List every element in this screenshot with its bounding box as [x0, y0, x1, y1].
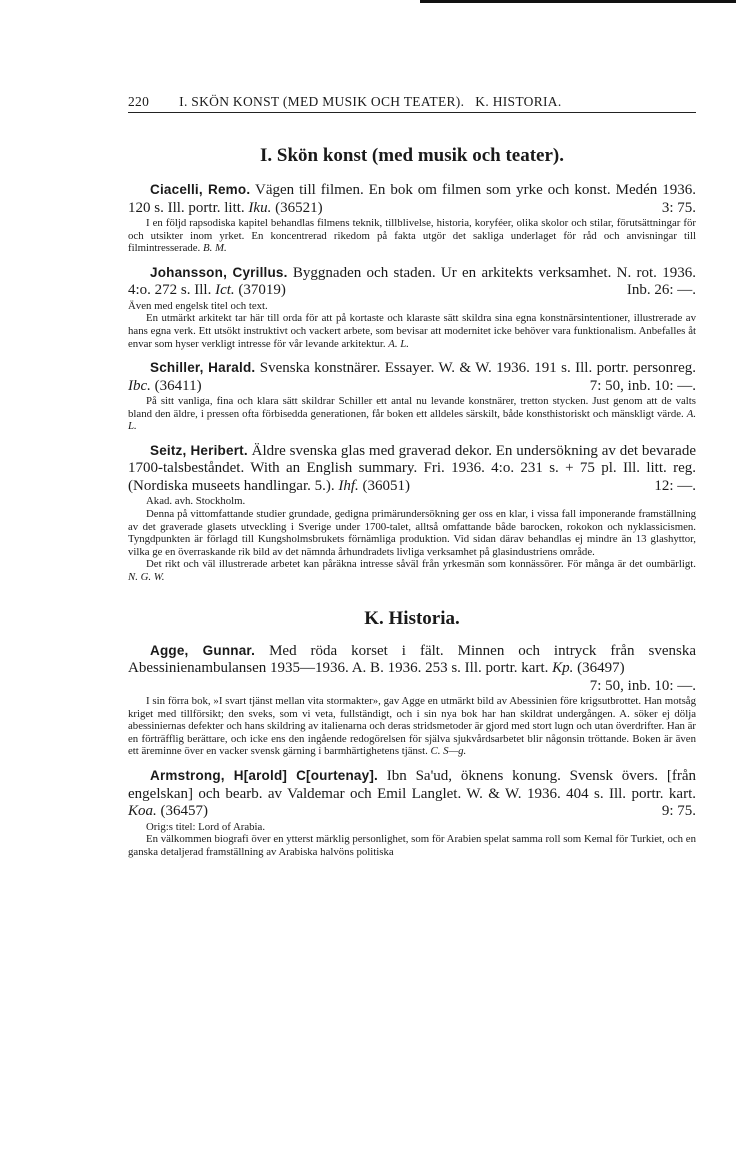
entry-review: Denna på vittomfattande studier grundade, gedigna primärundersökning ger oss en klar, i vissa fall imponerande framställning av det graverade glasets utveckling i Sverige under 1700-talet, alltså omfattande både barocken, rokokon och nyklassicismen. Tyngdpunkten är förlagd till Kungsholmsbrukets förnämliga produktion. Vid sidan därav behandlas ej mindre än 13 glashyttor, vilka ge en överraskande rik bild av det nämnda århundradets livliga verksamhet på glasindustriens område. [128, 508, 696, 558]
entry-author: Armstrong, H[arold] C[ourtenay]. [150, 768, 378, 784]
entry-number: (36521) [275, 199, 323, 216]
entry-agge [128, 642, 696, 758]
book-page [128, 94, 696, 867]
entry-price: 7: 50, inb. 10: —. [589, 677, 696, 694]
review-signature: N. G. W. [128, 571, 165, 583]
running-head-title: I. SKÖN KONST (MED MUSIK OCH TEATER). K. HISTORIA. [179, 94, 562, 109]
entry-author: Agge, Gunnar. [150, 642, 256, 658]
entry-number: (36497) [577, 660, 625, 677]
entry-code: Ihf. [338, 477, 359, 494]
entry-text: Ibn Sa'ud, öknens konung. Svensk övers. [från engelskan] och bearb. av Valdemar och Emil Langlet. W. & W. 1936. 404 s. Ill. portr. kart. [128, 768, 696, 802]
entry-price: 3: 75. [661, 199, 696, 216]
entry-bibliography [128, 767, 696, 821]
running-head [128, 94, 696, 113]
entry-price: 7: 50, inb. 10: —. [589, 377, 696, 394]
entry-review: Det rikt och väl illustrerade arbetet kan påräkna intresse såväl från yrkesmän som konnässörer. För många är det oumbärligt. N. G. W. [128, 558, 696, 583]
review-signature: C. S—g. [430, 745, 467, 758]
review-signature: A. L. [388, 337, 409, 350]
entry-author: Schiller, Harald. [150, 360, 256, 376]
entry-price: 12: —. [654, 477, 696, 494]
entry-number: (37019) [238, 282, 286, 299]
entry-author: Seitz, Heribert. [150, 442, 248, 458]
entry-schiller [128, 359, 696, 433]
entry-author: Johansson, Cyrillus. [150, 264, 288, 280]
review-signature: B. M. [202, 242, 227, 255]
entry-price: 9: 75. [661, 803, 696, 820]
entry-code: Iku. [248, 199, 272, 216]
entry-code: Ibc. [128, 377, 151, 394]
entry-number: (36411) [154, 377, 202, 394]
entry-text: Svenska konstnärer. Essayer. W. & W. 1936. 191 s. Ill. portr. personreg. [259, 360, 696, 377]
entry-review: På sitt vanliga, fina och klara sätt skildrar Schiller ett antal nu levande konstnärer, tretton stycken. Just genom att de valts bland den äldre, i pressen ofta förbisedda generationen, får boken ett alldeles särskilt, både konsthistoriskt och mänskligt värde. A. L. [128, 395, 697, 433]
entry-seitz [128, 442, 696, 584]
entry-text: Vägen till filmen. En bok om filmen som yrke och konst. Medén 1936. 120 s. Ill. portr. litt. [128, 182, 696, 216]
entry-code: Koa. [128, 803, 157, 820]
section-title-i: I. Skön konst (med musik och teater). [259, 145, 565, 166]
entry-code: Kp. [552, 660, 574, 677]
entry-bibliography [128, 442, 696, 496]
entry-pre-note: Akad. avh. Stockholm. [146, 495, 246, 508]
entry-code: Ict. [215, 282, 235, 299]
entry-number: (36051) [362, 477, 411, 494]
entry-ciacelli [128, 181, 696, 255]
entry-number: (36457) [160, 803, 209, 820]
entry-bibliography [128, 359, 696, 395]
top-edge-rule [420, 0, 736, 3]
entry-text: Med röda korset i fält. Minnen och intryck från svenska Abessinienambulansen 1935—1936. A. B. 1936. 253 s. Ill. portr. kart. [128, 642, 697, 677]
entry-text: Äldre svenska glas med graverad dekor. En undersökning av det bevarade 1700-talsbeståndet. With an English summary. Fri. 1936. 4:o. 231 s. + 75 pl. Ill. litt. reg. (Nordiska museets handlingar. 5.). [128, 442, 696, 494]
entry-bibliography [128, 642, 696, 696]
review-signature: A. L. [128, 407, 697, 433]
page-number: 220 [128, 94, 150, 109]
entry-bibliography [128, 264, 696, 300]
entry-pre-note: Även med engelsk titel och text. [128, 299, 268, 312]
entry-author: Ciacelli, Remo. [150, 182, 251, 197]
entry-johansson [128, 264, 696, 350]
entry-bibliography [128, 181, 696, 217]
entry-pre-note: Orig:s titel: Lord of Arabia. [146, 820, 266, 833]
entry-review: I sin förra bok, »I svart tjänst mellan vita stormakter», gav Agge en utmärkt bild av Abessinien före krigsutbrottet. Han motsåg kriget med tillförsikt; den sveks, som vi veta, fullständigt, och i sin nya bok har han skildrat undergången. A. söker ej dölja abessiniernas defekter och hans skildring av italienarna och deras stridsmetoder är gjord med stort lugn och utan överdrifter. Han är en förträfflig berättare, och icke ens den ingående redogörelsen för själva sjukvårdsarbetet blir någonsin tröttande. Boken är även ett äreminne över en vacker svensk gärning i barmhärtighetens tjänst. C. S—g. [128, 695, 696, 758]
entry-price: Inb. 26: —. [626, 282, 696, 299]
section-title-k: K. Historia. [364, 607, 460, 629]
entry-review: En utmärkt arkitekt tar här till orda för att på kortaste och klaraste sätt skildra sina egna konstnärsintentioner, illustrerade av hans egna verk. Ett utsökt instruktivt och vackert arbete, som bevisar att modernitet icke behöver vara funktionalism. Anbefalles åt envar som hyser verkligt intresse för vår levande arkitektur. A. L. [128, 312, 696, 350]
entry-text: Byggnaden och staden. Ur en arkitekts verksamhet. N. rot. 1936. 4:o. 272 s. Ill. [128, 264, 696, 299]
entry-review: En välkommen biografi över en ytterst märklig personlighet, som för Arabien spelat samma roll som Kemal för Turkiet, och en ganska detaljerad framställning av Arabiska halvöns politiska [128, 833, 696, 858]
entry-review: I en följd rapsodiska kapitel behandlas filmens teknik, tillblivelse, historia, koryféer, olika skolor och stilar, förutsättningar för och utsikter inom yrket. En koncentrerad rikedom på fakta utgör det sakliga underlaget för råd och anvisningar till filmintresserade. B. M. [128, 217, 696, 255]
entry-armstrong [128, 767, 696, 858]
